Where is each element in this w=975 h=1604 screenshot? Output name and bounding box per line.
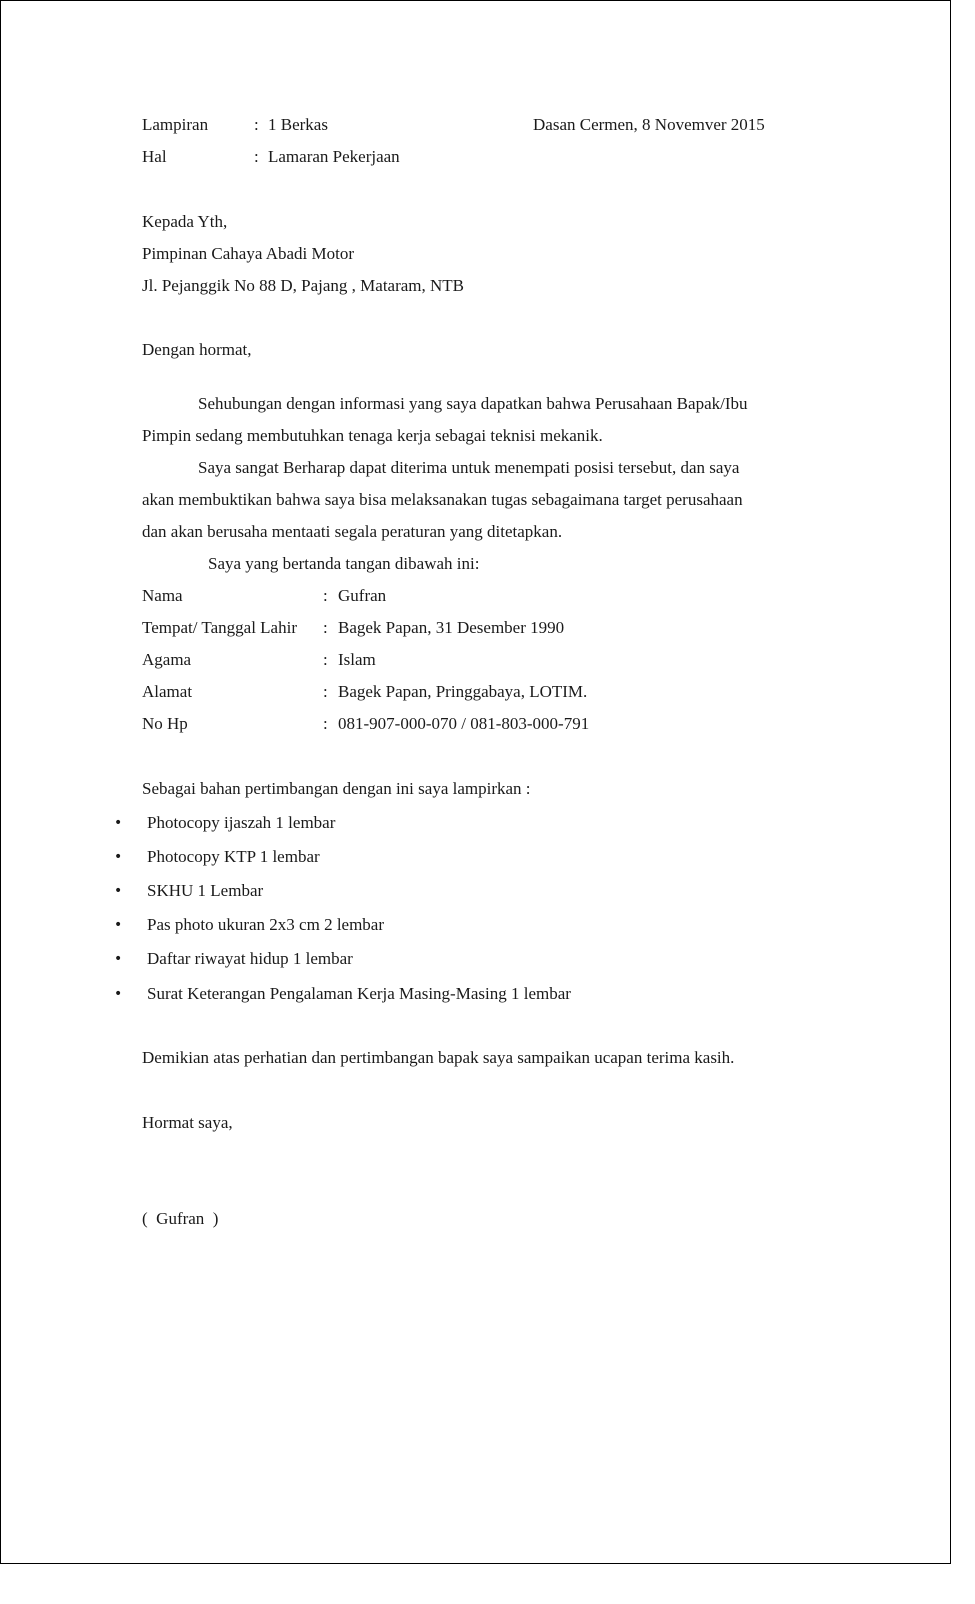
identity-value-agama: Islam [338,650,376,669]
identity-label-alamat: Alamat [142,682,193,701]
closing-text: Demikian atas perhatian dan pertimbangan bapak saya sampaikan ucapan terima kasih. [142,1048,735,1067]
identity-separator: : [323,586,328,605]
body-p2-line-2: akan membuktikan bahwa saya bisa melaksanakan tugas sebagaimana target perusahaan [142,490,743,509]
body-p2-line-3: dan akan berusaha mentaati segala peraturan yang ditetapkan. [142,522,563,541]
attachment-item: SKHU 1 Lembar [147,881,264,900]
identity-value-alamat: Bagek Papan, Pringgabaya, LOTIM. [338,682,588,701]
bullet-icon: • [114,917,123,933]
identity-label-nohp: No Hp [142,714,188,733]
identity-label-nama: Nama [142,586,183,605]
attachment-item: Surat Keterangan Pengalaman Kerja Masing-Masing 1 lembar [147,984,571,1003]
lampiran-label: Lampiran [142,115,209,134]
sign-off: Hormat saya, [142,1113,233,1132]
identity-separator: : [323,650,328,669]
hal-separator: : [254,147,259,166]
hal-value: Lamaran Pekerjaan [268,147,400,166]
body-p1-line-2: Pimpin sedang membutuhkan tenaga kerja sebagai teknisi mekanik. [142,426,603,445]
attachment-item: Pas photo ukuran 2x3 cm 2 lembar [147,915,385,934]
identity-separator: : [323,714,328,733]
bullet-icon: • [114,951,123,967]
attachment-item: Photocopy KTP 1 lembar [147,847,320,866]
signature-name: ( Gufran ) [142,1209,219,1228]
attachment-item: Photocopy ijaszah 1 lembar [147,813,336,832]
salutation: Dengan hormat, [142,340,252,359]
bullet-icon: • [114,986,123,1002]
recipient-line-1: Kepada Yth, [142,212,228,231]
bullet-icon: • [114,883,123,899]
lampiran-value: 1 Berkas [268,115,328,134]
recipient-line-2: Pimpinan Cahaya Abadi Motor [142,244,355,263]
bullet-icon: • [114,815,123,831]
identity-value-nohp: 081-907-000-070 / 081-803-000-791 [338,714,590,733]
place-date: Dasan Cermen, 8 Novemver 2015 [533,115,765,134]
identity-value-ttl: Bagek Papan, 31 Desember 1990 [338,618,565,637]
bullet-icon: • [114,849,123,865]
hal-label: Hal [142,147,167,166]
body-p3: Saya yang bertanda tangan dibawah ini: [208,554,480,573]
body-p1-line-1: Sehubungan dengan informasi yang saya dapatkan bahwa Perusahaan Bapak/Ibu [198,394,748,413]
attachments-intro: Sebagai bahan pertimbangan dengan ini saya lampirkan : [142,779,531,798]
identity-separator: : [323,618,328,637]
identity-separator: : [323,682,328,701]
identity-label-ttl: Tempat/ Tanggal Lahir [142,618,297,637]
identity-value-nama: Gufran [338,586,387,605]
recipient-line-3: Jl. Pejanggik No 88 D, Pajang , Mataram, NTB [142,276,465,295]
lampiran-separator: : [254,115,259,134]
attachment-item: Daftar riwayat hidup 1 lembar [147,949,353,968]
identity-label-agama: Agama [142,650,192,669]
body-p2-line-1: Saya sangat Berharap dapat diterima untuk menempati posisi tersebut, dan saya [198,458,740,477]
